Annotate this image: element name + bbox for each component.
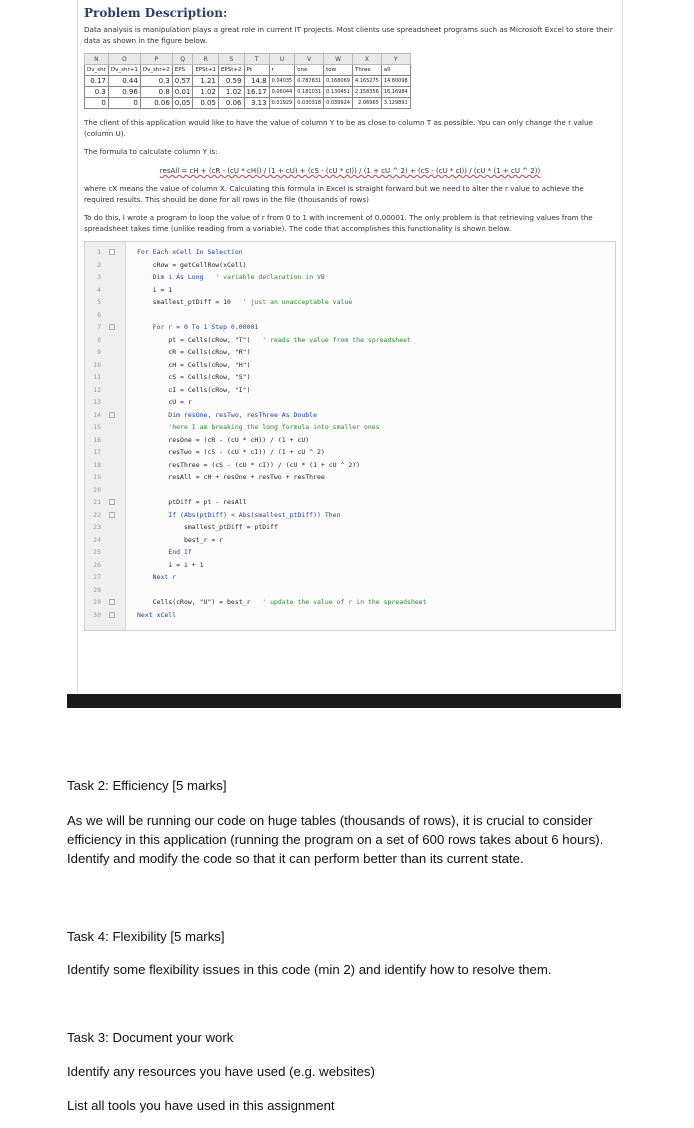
- sheet-cell: 14.8: [244, 76, 269, 87]
- code-line: [85, 321, 615, 333]
- code-line: [85, 434, 615, 446]
- code-line: [85, 509, 615, 521]
- sheet-cell: EPS: [172, 65, 193, 76]
- fold-marker-icon: [109, 599, 115, 605]
- line-number: 9: [97, 348, 101, 356]
- code-text: For r = 0 To 1 Step 0.00001: [137, 323, 259, 331]
- spreadsheet-figure: [84, 53, 411, 109]
- line-number: 5: [97, 298, 101, 306]
- sheet-cell: all: [381, 65, 410, 76]
- embedded-document-image: [77, 0, 623, 707]
- sheet-cell: Q: [172, 54, 193, 65]
- line-number: 23: [93, 523, 101, 531]
- task2-heading: Task 2: Efficiency [5 marks]: [67, 778, 227, 793]
- code-text: i = i + 1: [137, 560, 204, 569]
- sheet-cell: 0.96: [108, 87, 140, 98]
- line-number: 22: [93, 510, 101, 519]
- sheet-cell: 0.59: [218, 76, 244, 87]
- code-text: cU = r: [137, 398, 192, 406]
- sheet-cell: 3.129891: [381, 98, 410, 109]
- sheet-cell: 3.13: [244, 98, 269, 109]
- sheet-data-row: [85, 76, 411, 87]
- code-listing: [84, 241, 616, 631]
- sheet-cell: P: [140, 54, 172, 65]
- sheet-cell: Three: [352, 65, 381, 76]
- code-line: [85, 484, 615, 496]
- sheet-cell: 16.17: [244, 87, 269, 98]
- code-text: cR = Cells(cRow, "R"): [137, 348, 251, 356]
- sheet-cell: 16.16984: [381, 87, 410, 98]
- code-text: If (Abs(ptDiff) < Abs(smallest_ptDiff)) Then: [137, 510, 341, 519]
- sheet-cell: 0.05: [193, 98, 219, 109]
- code-text: best_r = r: [137, 535, 224, 544]
- code-text: resTwo = (cS - (cU * cI)) / (1 + cU ^ 2): [137, 448, 325, 456]
- sheet-cell: 1.02: [193, 87, 219, 98]
- code-text: i = 1: [137, 285, 173, 294]
- line-number: 15: [93, 423, 101, 431]
- sheet-cell: X: [352, 54, 381, 65]
- sheet-cell: R: [193, 54, 219, 65]
- line-number: 6: [97, 310, 101, 319]
- code-text: For Each xCell In Selection: [137, 248, 243, 256]
- line-number: 1: [97, 248, 101, 256]
- line-number: 10: [93, 360, 101, 369]
- code-text: cI = Cells(cRow, "I"): [137, 385, 251, 394]
- sheet-cell: 0.039924: [324, 98, 353, 109]
- code-line: [85, 559, 615, 571]
- code-text: End If: [137, 548, 192, 556]
- sheet-cell: 0.8: [140, 87, 172, 98]
- code-line: [85, 496, 615, 508]
- sheet-cell: Dv_shr+2: [140, 65, 172, 76]
- sheet-cell: 0.44: [108, 76, 140, 87]
- code-text: 'here I am breaking the long formula into smaller ones: [137, 423, 380, 431]
- sheet-cell: 0.3: [140, 76, 172, 87]
- sheet-cell: 14.80098: [381, 76, 410, 87]
- task2-body: As we will be running our code on huge tables (thousands of rows), it is crucial to consider efficiency in this application (running the program on a set of 600 rows takes about 6 hours). Identify and modify the code so that it can perform better than its current state.: [67, 813, 604, 866]
- sheet-cell: EPSt+1: [193, 65, 219, 76]
- sheet-cell: S: [218, 54, 244, 65]
- code-text: smallest_ptDiff = 10 ' just an unacceptable value: [137, 298, 353, 306]
- sheet-cell: Pt: [244, 65, 269, 76]
- code-text: cS = Cells(cRow, "S"): [137, 373, 251, 381]
- sheet-cell: one: [295, 65, 324, 76]
- code-line: [85, 546, 615, 558]
- where-paragraph: where cX means the value of column X. Calculating this formula in Excel is straight forward but we need to alter the r value to achieve the required results. This should be done for all rows in the file (thousands of rows): [84, 184, 584, 204]
- fold-marker-icon: [109, 512, 115, 518]
- sheet-cell: U: [269, 54, 295, 65]
- code-text: ptDiff = pt - resAll: [137, 498, 247, 506]
- line-number: 13: [93, 398, 101, 406]
- image-bottom-bar: [67, 694, 621, 708]
- line-number: 30: [93, 610, 101, 619]
- code-text: pt = Cells(cRow, "T") ' reads the value from the spreadsheet: [137, 335, 411, 344]
- line-number: 7: [97, 323, 101, 331]
- code-text: Cells(cRow, "U") = best_r ' update the value of r in the spreadsheet: [137, 598, 427, 606]
- line-number: 25: [93, 548, 101, 556]
- line-number: 27: [93, 573, 101, 581]
- sheet-cell: 2.06965: [352, 98, 381, 109]
- sheet-cell: 0.168069: [324, 76, 353, 87]
- sheet-cell: O: [108, 54, 140, 65]
- code-line: [85, 396, 615, 408]
- code-line: [85, 534, 615, 546]
- sheet-cell: 0.06: [218, 98, 244, 109]
- line-number: 21: [93, 498, 101, 506]
- sheet-cell: 0.3: [85, 87, 109, 98]
- sheet-cell: 0.01929: [269, 98, 295, 109]
- sheet-cell: 0.01: [172, 87, 193, 98]
- sheet-data-row: [85, 98, 411, 109]
- code-line: [85, 296, 615, 308]
- code-line: [85, 384, 615, 396]
- task4-heading: Task 4: Flexibility [5 marks]: [67, 929, 225, 944]
- sheet-cell: 0.06: [140, 98, 172, 109]
- sheet-data-row: [85, 87, 411, 98]
- code-line: [85, 471, 615, 483]
- sheet-column-letters: [85, 54, 411, 65]
- sheet-cell: 0.030318: [295, 98, 324, 109]
- sheet-cell: Dv_shr+1: [108, 65, 140, 76]
- fold-marker-icon: [109, 412, 115, 418]
- intro-paragraph: Data analysis is manipulation plays a great role in current IT projects. Most clients use spreadsheet programs such as Microsoft Excel to store their data as shown in the figure below.: [84, 25, 613, 45]
- line-number: 19: [93, 473, 101, 481]
- line-number: 26: [93, 560, 101, 569]
- problem-title: Problem Description:: [84, 6, 228, 20]
- sheet-cell: Y: [381, 54, 410, 65]
- code-text: resOne = (cR - (cU * cH)) / (1 + cU): [137, 435, 310, 444]
- sheet-cell: Dv_shr: [85, 65, 109, 76]
- code-line: [85, 259, 615, 271]
- line-number: 29: [93, 598, 101, 606]
- code-line: [85, 596, 615, 608]
- line-number: 20: [93, 485, 101, 494]
- code-line: [85, 446, 615, 458]
- code-text: Next r: [137, 573, 177, 581]
- line-number: 24: [93, 535, 101, 544]
- code-text: smallest_ptDiff = ptDiff: [137, 523, 278, 531]
- code-line: [85, 346, 615, 358]
- line-number: 14: [93, 410, 101, 419]
- code-text: resAll = cH + resOne + resTwo + resThree: [137, 473, 325, 481]
- code-line: [85, 409, 615, 421]
- formula: resAll = cH + (cR - (cU * cH)) / (1 + cU) + (cS - (cU * cI)) / (1 + cU ^ 2) + (cS - (cU * cI)) / (cU * (1 + cU ^ 2)): [159, 167, 541, 175]
- fold-marker-icon: [109, 612, 115, 618]
- sheet-cell: 0.05: [172, 98, 193, 109]
- sheet-cell: 1.02: [218, 87, 244, 98]
- code-line: [85, 334, 615, 346]
- sheet-cell: 2.158356: [352, 87, 381, 98]
- line-number: 2: [97, 260, 101, 269]
- task3-heading: Task 3: Document your work: [67, 1030, 234, 1045]
- code-line: [85, 246, 615, 258]
- task3-line2: List all tools you have used in this assignment: [67, 1098, 335, 1113]
- sheet-cell: 0.57: [172, 76, 193, 87]
- fold-marker-icon: [109, 324, 115, 330]
- sheet-cell: tow: [324, 65, 353, 76]
- code-line: [85, 459, 615, 471]
- sheet-cell: 0: [85, 98, 109, 109]
- sheet-cell: 0.130451: [324, 87, 353, 98]
- loop-paragraph: To do this, I wrote a program to loop the value of r from 0 to 1 with increment of 0.00001. The only problem is that retrieving values from the spreadsheet takes time (unlike reading from a variable). The code that accomplishes this functionality is shown below.: [84, 213, 593, 233]
- fold-marker-icon: [109, 249, 115, 255]
- code-line: [85, 609, 615, 621]
- task3-line1: Identify any resources you have used (e.g. websites): [67, 1064, 375, 1079]
- sheet-cell: 0: [108, 98, 140, 109]
- code-line: [85, 584, 615, 596]
- code-text: resThree = (cS - (cU * cI)) / (cU * (1 + cU ^ 2)): [137, 460, 361, 469]
- sheet-cell: 0.17: [85, 76, 109, 87]
- line-number: 18: [93, 460, 101, 469]
- line-number: 11: [93, 373, 101, 381]
- sheet-cell: V: [295, 54, 324, 65]
- code-text: cRow = getCellRow(xCell): [137, 260, 247, 269]
- sheet-cell: 4.165275: [352, 76, 381, 87]
- code-line: [85, 421, 615, 433]
- task4-body: Identify some flexibility issues in this code (min 2) and identify how to resolve them.: [67, 962, 552, 977]
- code-line: [85, 309, 615, 321]
- sheet-cell: EPSt+2: [218, 65, 244, 76]
- line-number: 12: [93, 385, 101, 394]
- line-number: 17: [93, 448, 101, 456]
- line-number: 3: [97, 273, 101, 281]
- code-line: [85, 359, 615, 371]
- sheet-cell: 0.06044: [269, 87, 295, 98]
- client-paragraph: The client of this application would like to have the value of column Y to be as close to column T as possible. You can only change the r value (column U).: [84, 118, 593, 138]
- fold-marker-icon: [109, 499, 115, 505]
- sheet-cell: 0.04035: [269, 76, 295, 87]
- line-number: 28: [93, 585, 101, 594]
- sheet-cell: W: [324, 54, 353, 65]
- code-line: [85, 521, 615, 533]
- sheet-cell: r: [269, 65, 295, 76]
- line-number: 16: [93, 435, 101, 444]
- sheet-cell: 1.21: [193, 76, 219, 87]
- code-line: [85, 271, 615, 283]
- code-line: [85, 371, 615, 383]
- formula-intro: The formula to calculate column Y is:: [84, 147, 218, 156]
- sheet-cell: N: [85, 54, 109, 65]
- line-number: 4: [97, 285, 101, 294]
- code-text: cH = Cells(cRow, "H"): [137, 360, 251, 369]
- code-text: Dim resOne, resTwo, resThree As Double: [137, 410, 318, 419]
- sheet-cell: 0.787631: [295, 76, 324, 87]
- code-text: Dim i As Long ' variable declaration in VB: [137, 273, 325, 281]
- sheet-header-row: [85, 65, 411, 76]
- sheet-cell: 0.181031: [295, 87, 324, 98]
- code-text: Next xCell: [137, 610, 177, 619]
- code-line: [85, 284, 615, 296]
- code-line: [85, 571, 615, 583]
- line-number: 8: [97, 335, 101, 344]
- sheet-cell: T: [244, 54, 269, 65]
